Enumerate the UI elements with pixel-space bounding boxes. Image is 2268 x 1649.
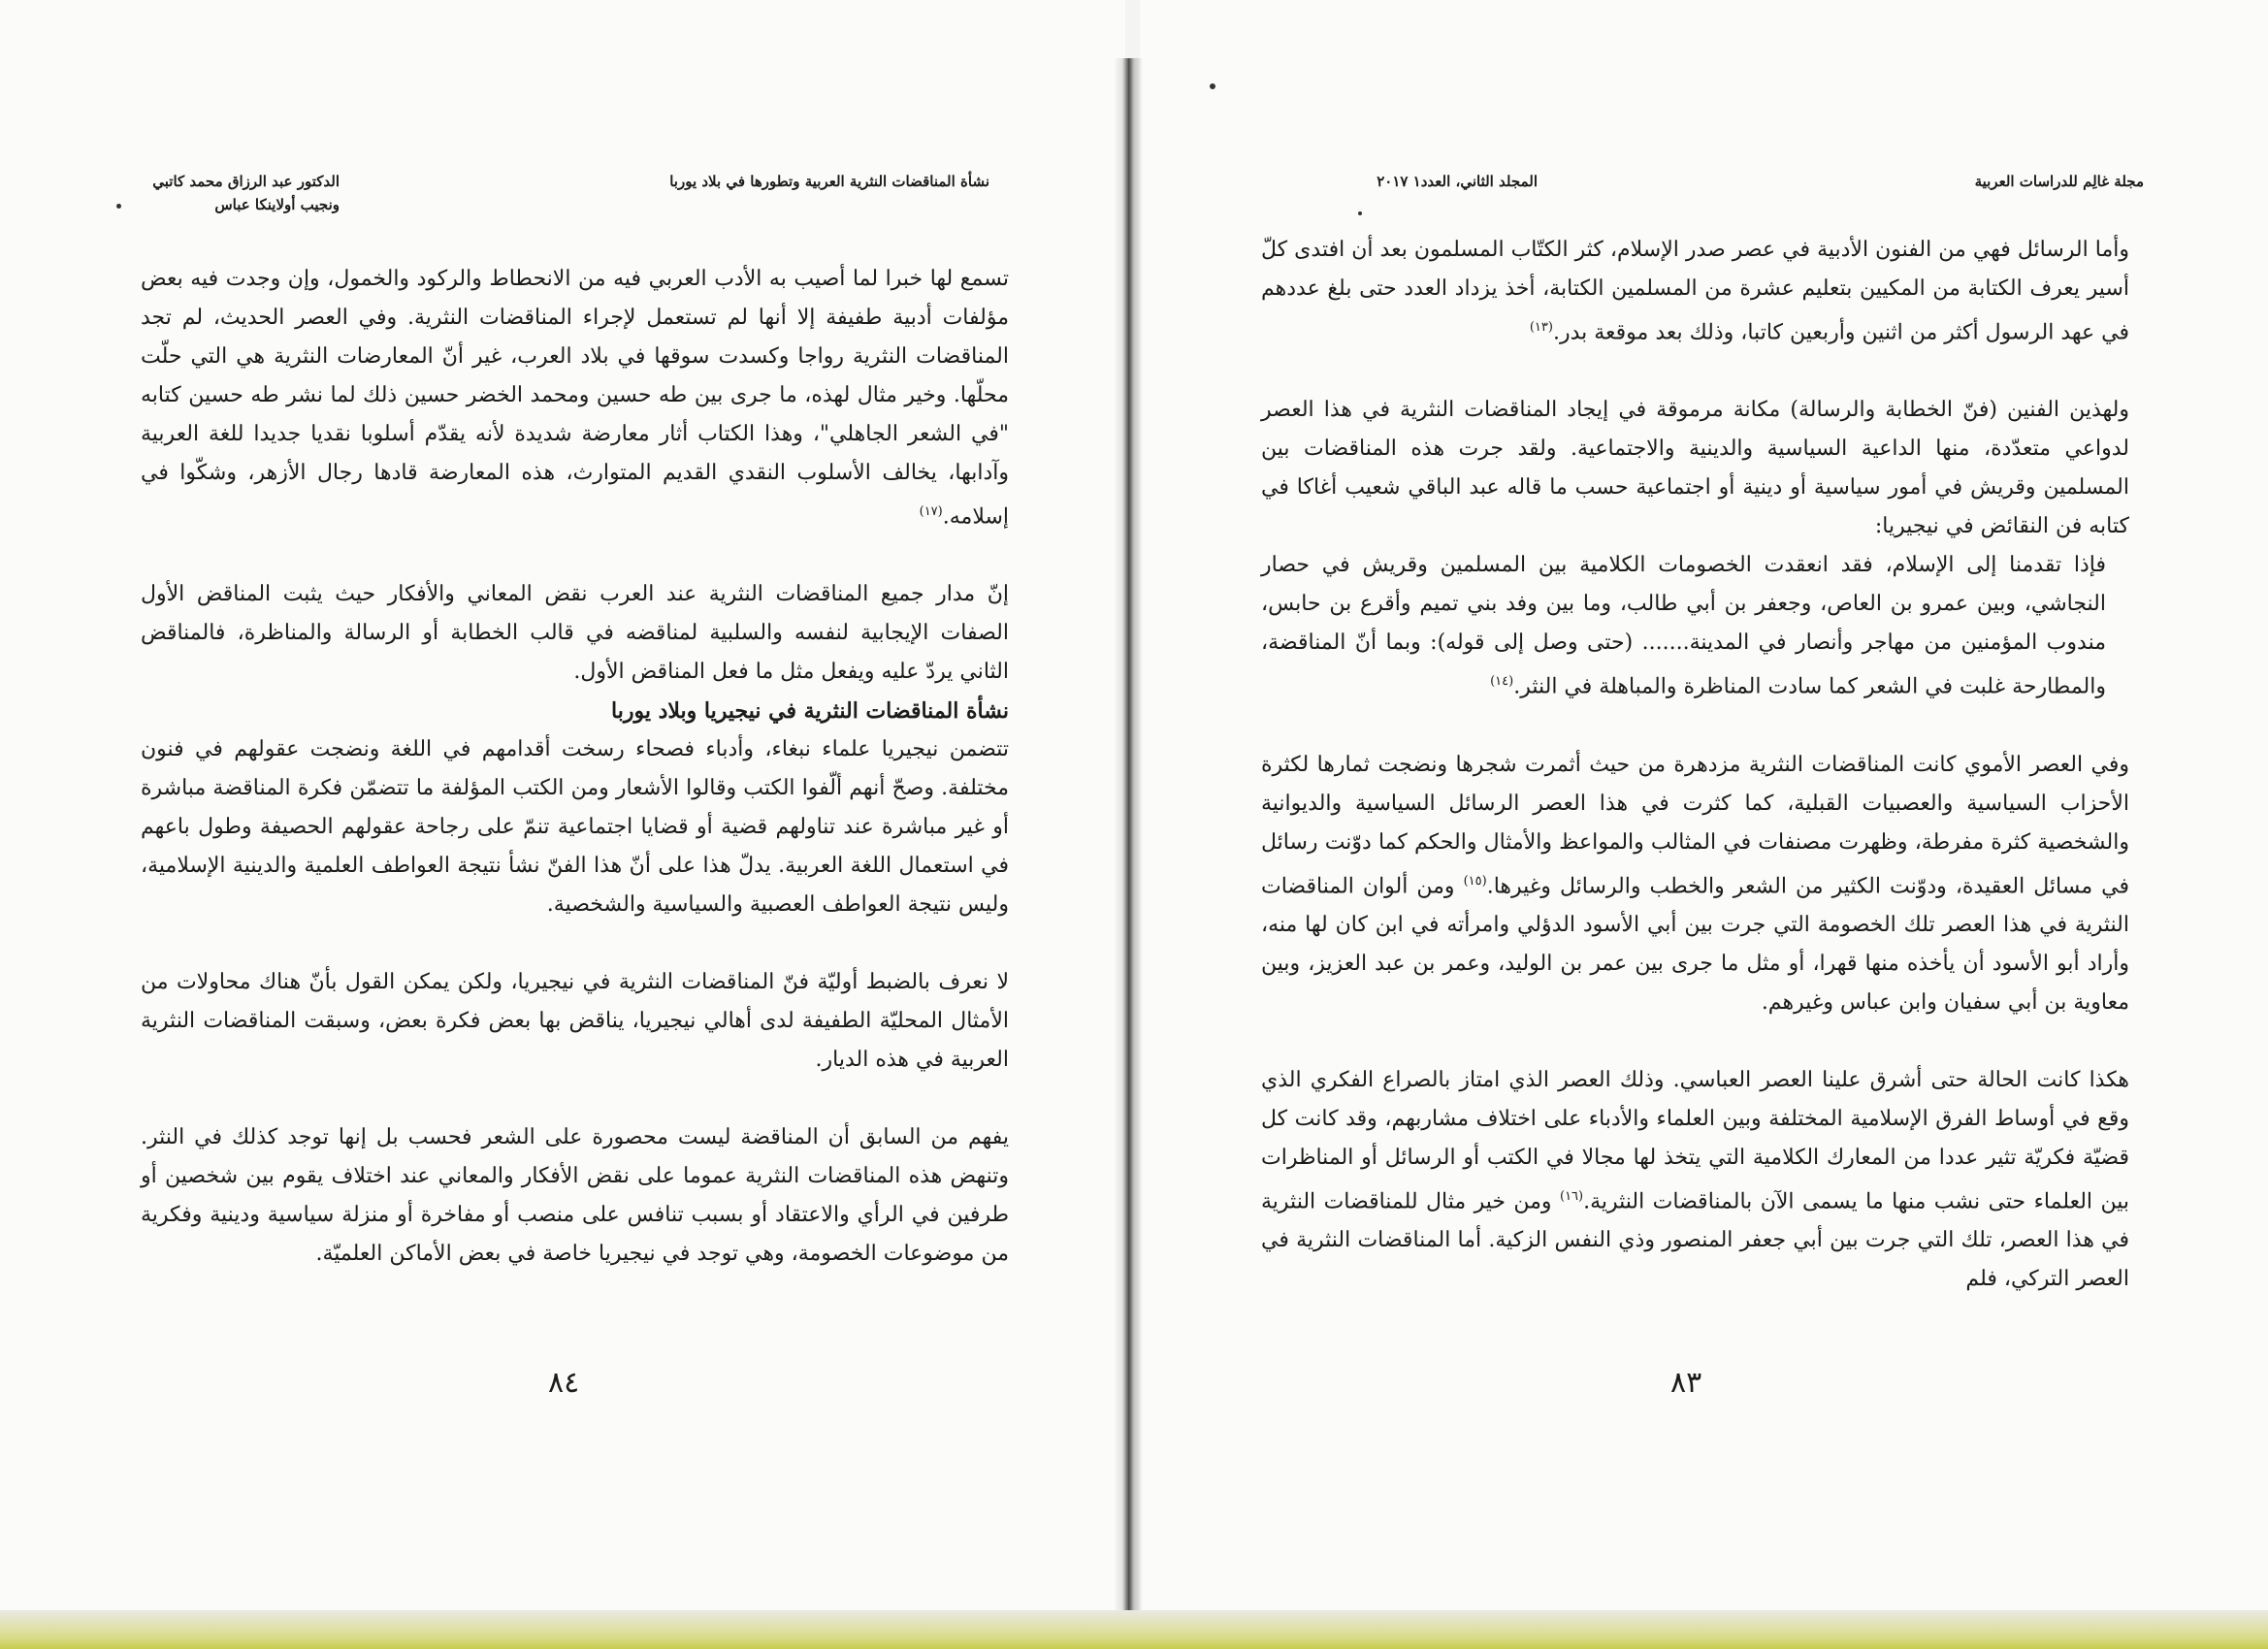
left-paragraph-5: يفهم من السابق أن المناقضة ليست محصورة على الشعر فحسب بل إنها توجد كذلك في النثر. وتنهض هذه المناقضات النثرية عموما على نقض الأفكار والمعاني عند اختلاف يقوم بين شخصين أو طرفين في الرأي والاعتقاد أو بسبب تنافس على منصب أو مفاخرة أو منزلة سياسية ودينية وفكرية من موضوعات الخصومة، وهي توجد في نيجيريا خاصة في بعض الأماكن العلميّة. [141,1125,1010,1267]
right-header-journal: مجلة غالِم للدراسات العربية [1974,173,2144,190]
right-body [1261,231,2129,1299]
left-body [141,260,1009,1274]
scan-speck [116,204,121,209]
left-paragraph-2: إنّ مدار جميع المناقضات النثرية عند العرب نقض المعاني والأفكار حيث يثبت المناقض الأول الصفات الإيجابية لنفسه والسلبية لمناقضه في قالب الخطابة أو الرسالة والمناظرة، فالمناقض الثاني يردّ عليه ويفعل مثل ما فعل المناقض الأول. [141,582,1009,685]
right-paragraph-3: وفي العصر الأموي كانت المناقضات النثرية مزدهرة من حيث أثمرت شجرها ونضجت ثمارها لكثرة الأحزاب السياسية والعصبيات القبلية، كما كثرت في هذا العصر الرسائل السياسية والديوانية والشخصية كثرة مفرطة، وظهرت مصنفات في المثالب والمواعظ والأمثال والحكم كما دوّنت رسائل في مسائل العقيدة، ودوّنت الكثير من الشعر والخطب والرسائل وغيرها.$^{(١٥)}$ ومن ألوان المناقضات النثرية في هذا العصر تلك الخصومة التي جرت بين أبي الأسود الدؤلي وامرأته في ابن كان لها منه، وأراد أبو الأسود أن يأخذه منها قهرا، أو مثل ما جرى بين عمر بن الوليد، وعمر بن عبد العزيز، وبين معاوية بن أبي سفيان وابن عباس وغيرهم. [1261,752,2129,1015]
footnote-ref: (١٣) [1529,320,1553,335]
left-paragraph-4: لا نعرف بالضبط أوليّة فنّ المناقضات النثرية في نيجيريا، ولكن يمكن القول بأنّ هناك محاولات من الأمثال المحليّة الطفيفة لدى أهالي نيجيريا، يناقض بها بعض فكرة بعض، وسبقت المناقضات النثرية العربية في هذه الديار. [141,970,1009,1073]
footnote-ref: (١٤) [1490,674,1514,690]
section-heading: نشأة المناقضات النثرية في نيجيريا وبلاد يوربا [611,698,1009,725]
left-page [0,0,1125,1649]
left-header-title: نشأة المناقضات النثرية العربية وتطورها في بلاد يوربا [669,173,989,190]
author-line-1: الدكتور عبد الرزاق محمد كاتبي [152,173,340,190]
right-page [1140,0,2268,1649]
right-paragraph-2: ولهذين الفنين (فنّ الخطابة والرسالة) مكانة مرموقة في إيجاد المناقضات النثرية في هذا العصر لدواعي متعدّدة، منها الداعية السياسية والدينية والاجتماعية. ولقد جرت هذه المناقضات بين المسلمين وقريش في أمور سياسية أو دينية أو اجتماعية حسب ما قاله عبد الباقي شعيب أغاكا في كتابه فن النقائض في نيجيريا: [1261,398,2129,539]
footnote-ref: (١٥) [1463,873,1487,889]
left-paragraph-3: تتضمن نيجيريا علماء نبغاء، وأدباء فصحاء رسخت أقدامهم في اللغة ونضجت عقولهم في فنون مختلفة. وصحّ أنهم ألّفوا الكتب وقالوا الأشعار ومن الكتب المؤلفة ما تتضمّن فكرة المناقضة مباشرة أو غير مباشرة عند تناولهم قضية أو قضايا اجتماعية تنمّ على رجاحة عقولهم الحصيفة وطول باعهم في استعمال اللغة العربية. يدلّ هذا على أنّ هذا الفنّ نشأ نتيجة العواطف العلمية والدينية الإسلامية، وليس نتيجة العواطف العصبية والسياسية والشخصية. [141,737,1009,918]
block-quote: فإذا تقدمنا إلى الإسلام، فقد انعقدت الخصومات الكلامية بين المسلمين وقريش في حصار النجاشي، وبين عمرو بن العاص، وجعفر بن أبي طالب، وما بين وفد بني تميم وأقرع بن حابس، مندوب المؤمنين من مهاجر وأنصار في المدينة....... (حتى وصل إلى قوله): وبما أنّ المناقضة، والمطارحة غلبت في الشعر كما سادت المناظرة والمباهلة في النثر.$^{(١٤)}$ [1261,553,2106,699]
scan-bottom-edge [0,1610,2268,1649]
author-line-2: ونجيب أولاينكا عباس [214,196,340,213]
left-page-number: ٨٤ [548,1366,580,1400]
right-paragraph-1: وأما الرسائل فهي من الفنون الأدبية في عصر صدر الإسلام، كثر الكتّاب المسلمون بعد أن افتدى كلّ أسير يعرف الكتابة من المكيين بتعليم عشرة من المسلمين الكتابة، أخذ يزداد العدد حتى بلغ عددهم في عهد الرسول أكثر من اثنين وأربعين كاتبا، وذلك بعد موقعة بدر.$^{(١٣)}$ [1261,238,2129,345]
book-gutter [1114,58,1143,1620]
right-paragraph-4: هكذا كانت الحالة حتى أشرق علينا العصر العباسي. وذلك العصر الذي امتاز بالصراع الفكري الذي وقع في أوساط الفرق الإسلامية المختلفة وبين العلماء والأدباء على اختلاف مشاربهم، وقد كانت كل قضيّة فكريّة تثير عددا من المعارك الكلامية التي يتخذ لها مجالا في الكتب أو الرسائل أو المناظرات بين العلماء حتى نشب منها ما يسمى الآن بالمناقضات النثرية.$^{(١٦)}$ ومن خير مثال للمناقضات النثرية في هذا العصر، تلك التي جرت بين أبي جعفر المنصور وذي النفس الزكية. أما المناقضات النثرية في العصر التركي، فلم [1261,1067,2129,1292]
footnote-ref: (١٧) [919,504,943,519]
left-paragraph-1: تسمع لها خبرا لما أصيب به الأدب العربي فيه من الانحطاط والركود والخمول، وإن وجدت فيه بعض مؤلفات أدبية طفيفة إلا أنها لم تستعمل لإجراء المناقضات النثرية. وفي العصر الحديث، لم تجد المناقضات النثرية رواجا وكسدت سوقها في بلاد العرب، غير أنّ المعارضات النثرية هي التي حلّت محلّها. وخير مثال لهذه، ما جرى بين طه حسين ومحمد الخضر حسين ذلك لما نشر طه حسين كتابه "في الشعر الجاهلي"، وهذا الكتاب أثار معارضة شديدة لأنه يقدّم أسلوبا نقديا جديدا للغة العربية وآدابها، يخالف الأسلوب النقدي القديم المتوارث، هذه المعارضة قادها رجال الأزهر، وشكّوا في إسلامه.$^{(١٧)}$ [141,267,1009,530]
scan-speck [1210,83,1215,89]
left-header-authors [136,173,340,213]
footnote-ref: (١٦) [1559,1188,1584,1204]
right-page-number: ٨٣ [1670,1366,1702,1400]
right-header-volume: المجلد الثاني، العدد١ ٢٠١٧ [1377,173,1538,190]
scan-speck [1358,211,1362,215]
